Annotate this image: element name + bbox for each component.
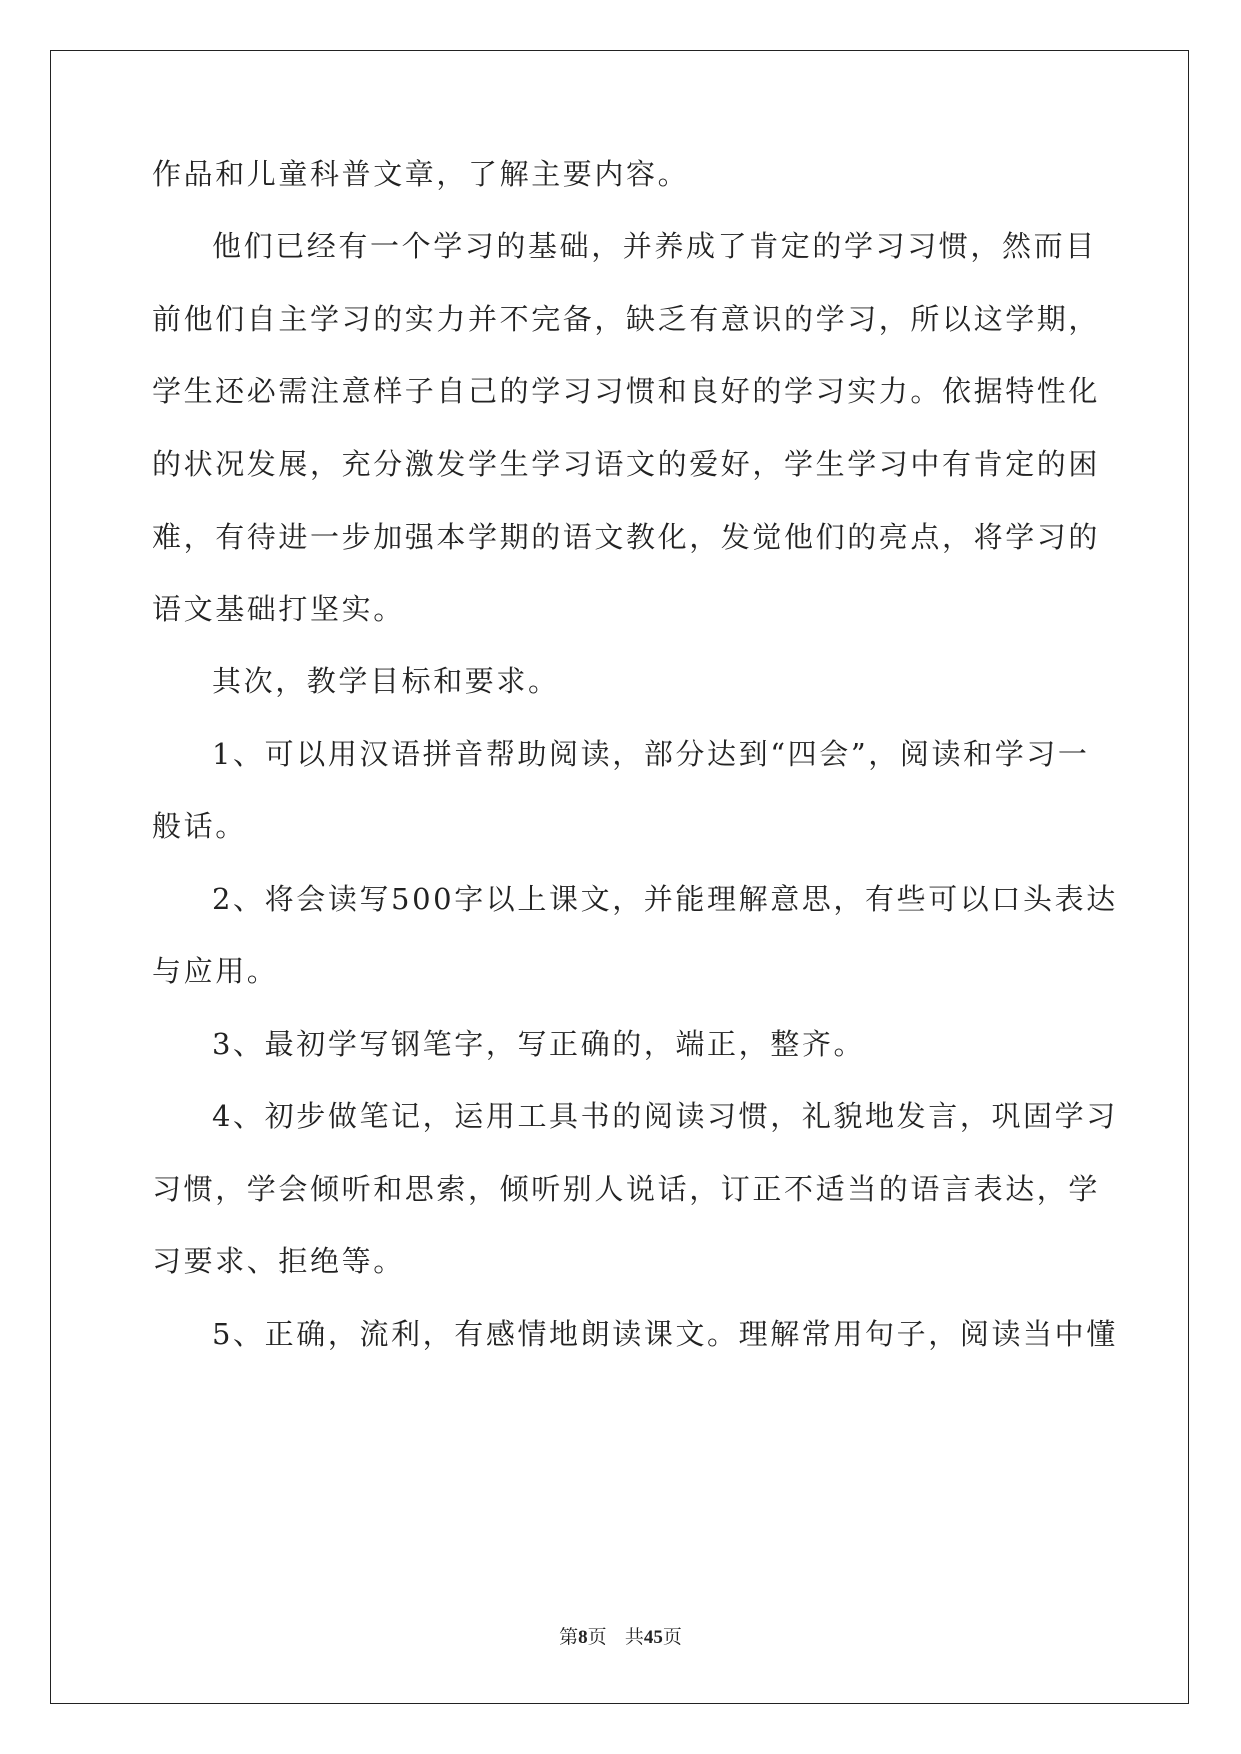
text-line: 难，有待进一步加强本学期的语文教化，发觉他们的亮点，将学习的 <box>152 520 1101 554</box>
text-line: 般话。 <box>152 809 247 843</box>
text-line: 5、正确，流利，有感情地朗读课文。理解常用句子，阅读当中懂 <box>212 1317 1118 1351</box>
footer-total-prefix: 共 <box>624 1626 644 1648</box>
text-line: 习惯，学会倾听和思索，倾听别人说话，订正不适当的语言表达，学 <box>152 1172 1101 1206</box>
text-line: 4、初步做笔记，运用工具书的阅读习惯，礼貌地发言，巩固学习 <box>212 1099 1118 1133</box>
text-line: 习要求、拒绝等。 <box>152 1244 405 1278</box>
text-line: 3、最初学写钢笔字，写正确的，端正，整齐。 <box>212 1027 866 1061</box>
text-line: 1、可以用汉语拼音帮助阅读，部分达到“四会”，阅读和学习一 <box>212 737 1090 771</box>
text-line: 作品和儿童科普文章，了解主要内容。 <box>152 157 690 191</box>
text-line: 其次，教学目标和要求。 <box>212 664 560 698</box>
text-line: 2、将会读写500字以上课文，并能理解意思，有些可以口头表达 <box>212 882 1118 916</box>
text-line: 前他们自主学习的实力并不完备，缺乏有意识的学习，所以这学期， <box>152 302 1101 336</box>
text-line: 的状况发展，充分激发学生学习语文的爱好，学生学习中有肯定的困 <box>152 447 1101 481</box>
text-line: 他们已经有一个学习的基础，并养成了肯定的学习习惯，然而目 <box>212 229 1097 263</box>
footer-prefix: 第 <box>559 1626 579 1648</box>
page-number: 8 <box>578 1627 588 1648</box>
footer-page-suffix: 页 <box>587 1626 607 1648</box>
text-line: 与应用。 <box>152 954 279 988</box>
footer-total-suffix: 页 <box>662 1626 682 1648</box>
text-line: 学生还必需注意样子自己的学习习惯和良好的学习实力。依据特性化 <box>152 374 1101 408</box>
total-pages: 45 <box>643 1627 663 1648</box>
text-line: 语文基础打坚实。 <box>152 592 405 626</box>
page-footer <box>0 1622 1241 1649</box>
